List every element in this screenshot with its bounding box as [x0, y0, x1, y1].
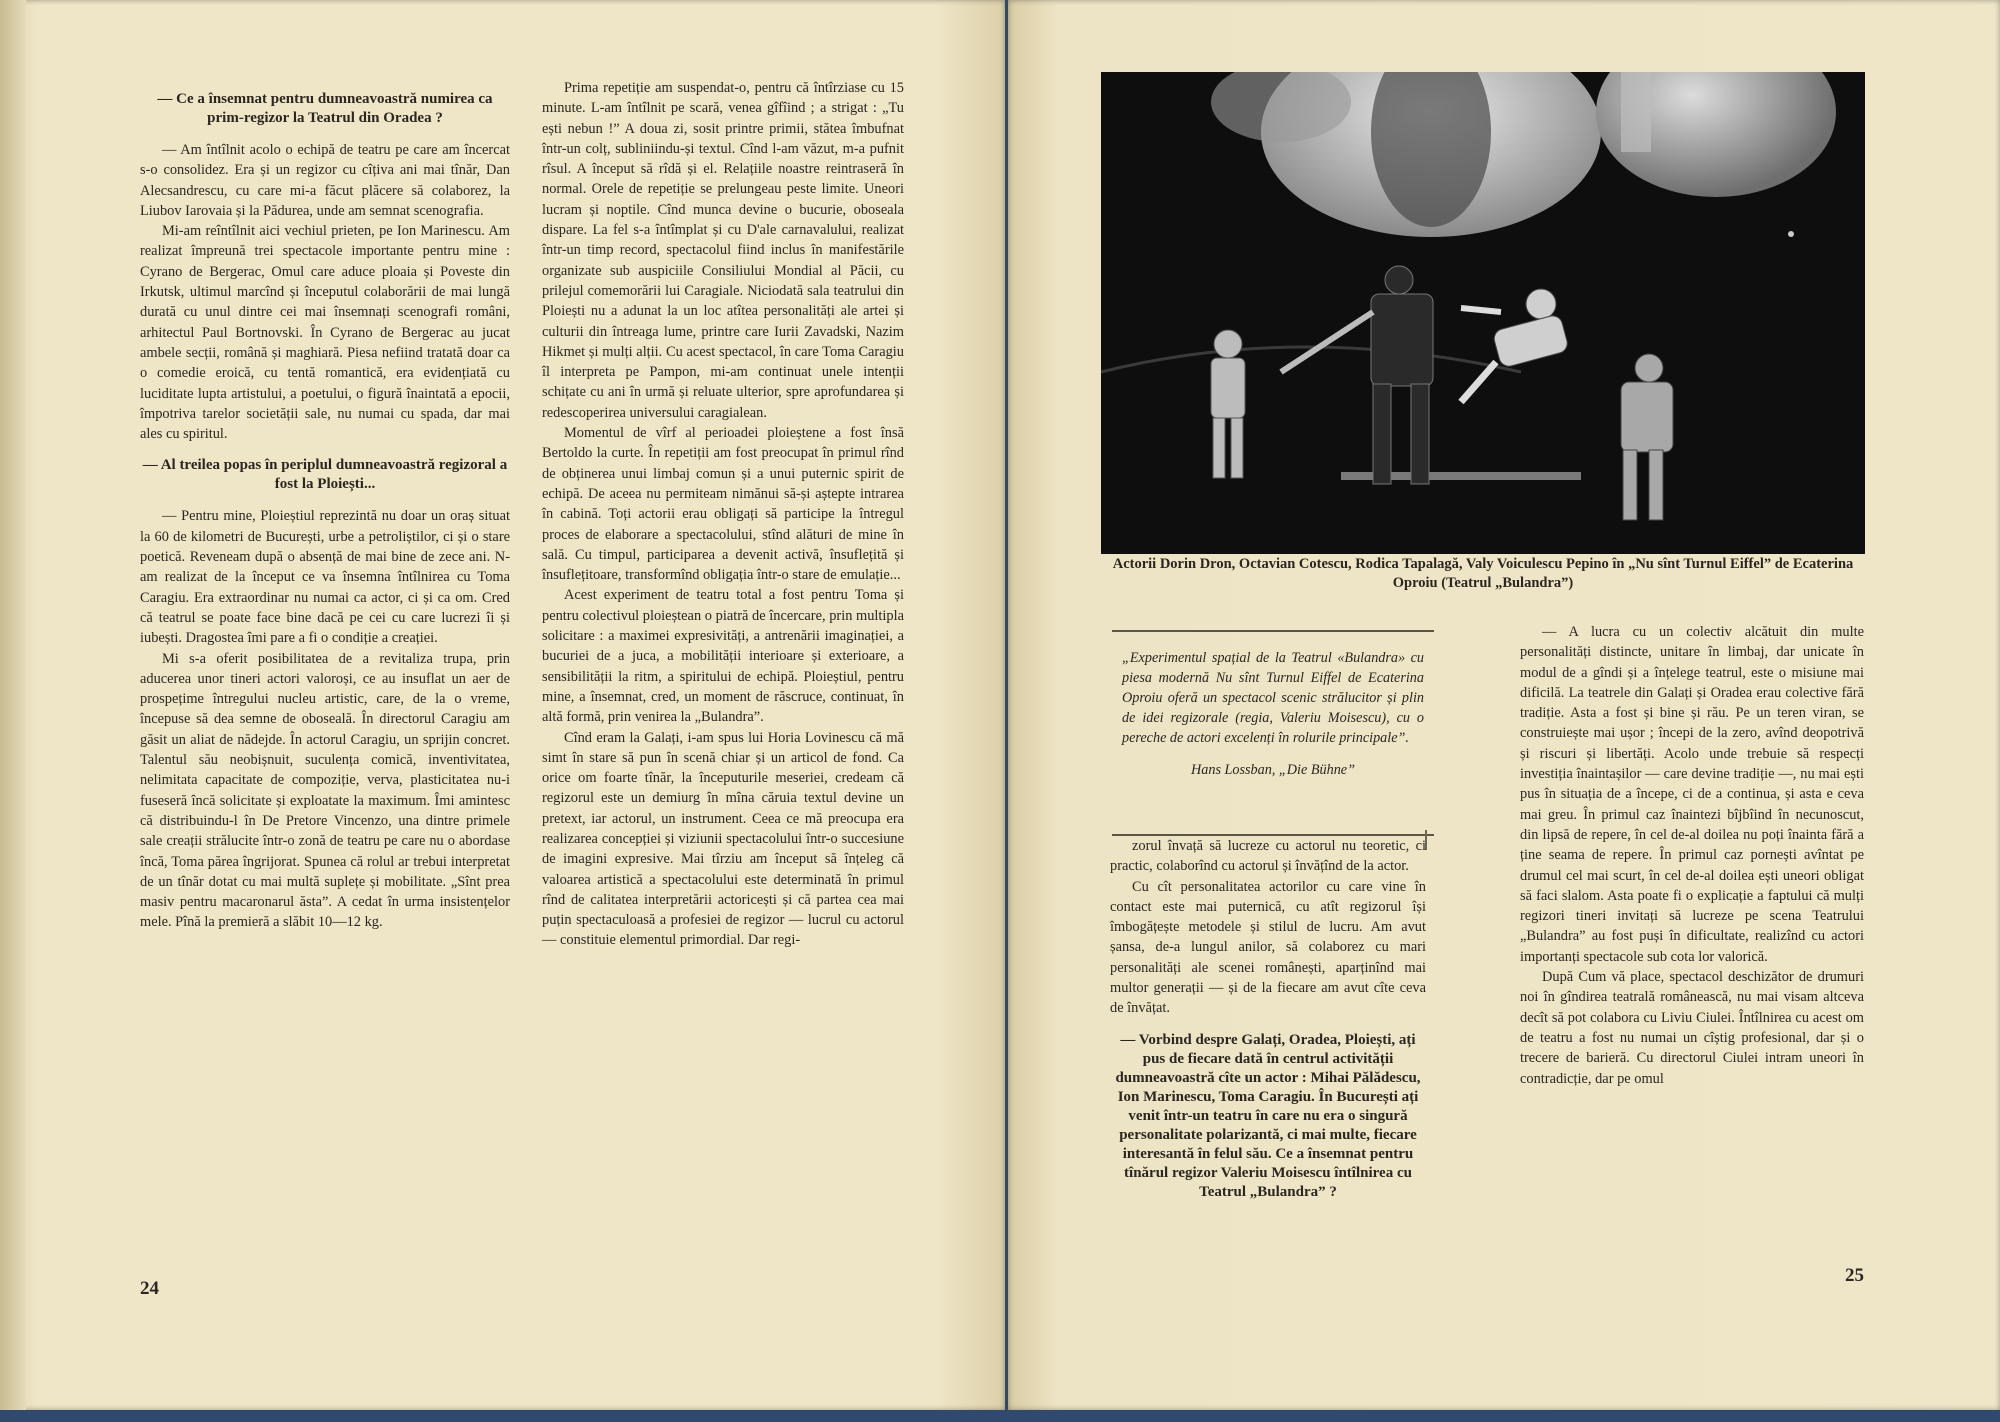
- paragraph: Mi-am reîntîlnit aici vechiul prieten, pe Ion Marinescu. Am realizat împreună trei spectacole importante pentru mine : Cyrano de Bergerac, Omul care aduce ploaia și Poveste din Irkutsk, ultimul marcînd și începutul colaborării de mai lungă durată cu unul dintre cei mai însemnați scenografi români, arhitectul Paul Bortnovski. În Cyrano de Bergerac au jucat ambele secții, română și maghiară. Piesa nefiind tratată doar ca o comedie eroică, cu tentă romantică, era evidențiată cu luciditate lupta artistului, a poetului, o figură înaintată a epocii, împotriva tarelor societății sale, nu numai cu spada, dar mai ales cu spiritul.: [140, 223, 510, 443]
- left-column-1: [140, 78, 510, 933]
- paragraph: După Cum vă place, spectacol deschizător de drumuri noi în gîndirea teatrală românească, nu mai visam altceva decît să pot colabora cu Liviu Ciulei. Întîlnirea cu acest om de teatru a fost nu numai un cîștig profesional, dar și o trecere de barieră. Cu directorul Ciulei intram uneori în contradicție, dar pe omul: [1520, 969, 1864, 1087]
- page-number-right: 25: [1845, 1265, 1864, 1286]
- paragraph: Cu cît personalitatea actorilor cu care vine în contact este mai puternică, cu atît regizorul își îmbogățește metodele și stilul de lucru. Am avut șansa, de-a lungul anilor, să colaborez cu mari personalități ale scenei românești, aparținînd mai multor generații — și de la fiecare am avut cîte ceva de învățat.: [1110, 878, 1426, 1017]
- right-column-1: [1110, 836, 1426, 1214]
- interview-question: — Al treilea popas în periplul dumneavoastră regizoral a fost la Ploiești...: [142, 457, 508, 493]
- review-quote: [1112, 630, 1434, 836]
- paragraph: — Pentru mine, Ploieștiul reprezintă nu doar un oraș situat la 60 de kilometri de București, urbe a petroliștilor, ci și o stare poetică. Reveneam după o absență de mai bine de zece ani. N-am realizat de la început ce va însemna întîlnirea cu Toma Caragiu. Era extraordinar nu numai ca actor, ci și ca om. Cred că teatrul se poate face bine dacă pe cei cu care lucrezi îi și iubești. Dragostea îmi pare a fi o condiție a creației.: [140, 508, 510, 647]
- paragraph: — Am întîlnit acolo o echipă de teatru pe care am încercat s-o consolidez. Era și un regizor cu cîțiva ani mai tînăr, Dan Alecsandrescu, cu care mi-a făcut plăcere să colaborez, la Liubov Iarovaia și la Pădurea, unde am semnat scenografia.: [140, 142, 510, 219]
- review-quote-source: Hans Lossban, „Die Bühne”: [1191, 762, 1355, 778]
- page-number-left: 24: [140, 1278, 159, 1299]
- paragraph: zorul învață să lucreze cu actorul nu teoretic, ci practic, colaborînd cu actorul și învățînd de la actor.: [1110, 838, 1426, 875]
- stage-photo-image: [1101, 72, 1865, 554]
- review-quote-text: „Experimentul spațial de la Teatrul «Bulandra» cu piesa modernă Nu sînt Turnul Eiffel de Ecaterina Oproiu oferă un spectacol scenic strălucitor și plin de idei regizorale (regia, Valeriu Moisescu), cu o pereche de actori excelenți în rolurile principale”.: [1122, 650, 1424, 746]
- paragraph: Prima repetiție am suspendat-o, pentru că întîrziase cu 15 minute. L-am întîlnit pe scară, venea gîfîind ; a strigat : „Tu ești nebun !” A doua zi, sosit printre primii, stătea îmbufnat într-un colț, subliniindu-și textul. Cînd l-am văzut, m-a pufnit rîsul. A început să rîdă și el. Relațiile noastre reintraseră în normal. Orele de repetiție se prelungeau peste limite. Uneori lucram și noptile. Cînd munca devine o bucurie, oboseala dispare. La fel s-a întîmplat și cu D'ale carnavalului, realizat într-un timp record, spectacolul fiind inclus în manifestările organizate sub auspiciile Consiliului Mondial al Păcii, cu prilejul comemorării lui Caragiale. Niciodată sala teatrului din Ploiești nu a adunat la un loc atîtea personalități ale artei și culturii din întreaga lume, printre care Iurii Zavadski, Nazim Hikmet și mulți alții. Cu acest spectacol, în care Toma Caragiu îl interpreta pe Pampon, mi-am continuat unele intenții schițate cu ani în urmă și reluate ulterior, spre aprofundarea și redescoperirea universului caragialean.: [542, 80, 904, 421]
- paragraph: Acest experiment de teatru total a fost pentru Toma și pentru colectivul ploieștean o piatră de încercare, prin multipla solicitare : a maximei expresivități, a antrenării imaginației, a bucuriei de a juca, a mobilității interioare și exterioare, a sensibilității la ritm, a spiritului de echipă. Ploieștiul, pentru mine, a însemnat, cred, un moment de răscruce, continuat, în altă formă, prin venirea la „Bulandra”.: [542, 587, 904, 726]
- photo-caption: Actorii Dorin Dron, Octavian Cotescu, Rodica Tapalagă, Valy Voiculescu Pepino în „Nu sînt Turnul Eiffel” de Ecaterina Oproiu (Teatrul „Bulandra”): [1112, 556, 1854, 591]
- paragraph: — A lucra cu un colectiv alcătuit din multe personalități distincte, unitare în limbaj, dar unicate în modul de a gîndi și a înțelege teatrul, este o misiune mai dificilă. La teatrele din Galați și Oradea erau colective fără tradiție. Asta a fost și bine și rău. Pe un teren viran, se construiește mai ușor ; începi de la zero, avînd deopotrivă și riscuri și libertăți. Acolo unde trebuie să respecți investiția înaintașilor — care devine tradiție —, nu mai ești pus în situația de a începe, ci de a continua, și asta e ceva mai greu. În primul caz înaintezi bîjbîind în necunoscut, din lipsă de repere, în cel de-al doilea nu poți înainta fără a ține seama de repere. În primul caz pornești avîntat pe drumul cel mai scurt, în cel de-al doilea ești uneori obligat să faci slalom. Asta poate fi o explicație a faptului că mulți regizori tineri invitați să lucreze pe scena Teatrului „Bulandra” au fost puși în dificultate, realizînd cu actori importanți spectacole sub cota lor valorică.: [1520, 624, 1864, 965]
- interview-question: — Ce a însemnat pentru dumneavoastră numirea ca prim-regizor la Teatrul din Oradea ?: [157, 91, 493, 126]
- left-column-2: [542, 78, 904, 951]
- paragraph: Momentul de vîrf al perioadei ploieștene a fost însă Bertoldo la curte. În repetiții am fost preocupat în primul rînd de obținerea unui limbaj comun și a unui puternic spirit de echipă. De aceea nu permiteam nimănui să-și aștepte intrarea în cabină. Toți actorii erau obligați să participe la întregul proces de elaborare a spectacolului, stînd alături de mine în sală. Cu timpul, participarea a devenit activă, însuflețită și însuflețitoare, transformînd obligația într-o stare de emulație...: [542, 425, 904, 584]
- paragraph: Mi s-a oferit posibilitatea de a revitaliza trupa, prin aducerea unor tineri actori valoroși, ce au insuflat un aer de prospețime întregului nucleu artistic, care, de la o vreme, începuse să dea semne de oboseală. În directorul Caragiu am găsit un aliat de nădejde. În actorul Caragiu, un sprijin concret. Talentul său neobișnuit, suculența comică, inventivitatea, nelimitata capacitate de compoziție, verva, plasticitatea nu-i fuseseră încă solicitate și exploatate la maximum. Îmi amintesc că distribuindu-l în De Pretore Vincenzo, una dintre primele sale creații strălucite într-o zonă de teatru pe care nu o abordase încă, Toma părea îngrijorat. Spunea că rolul ar trebui interpretat de un tînăr dotat cu mai multă suplețe și mobilitate. „Sînt prea masiv pentru macaronarul ăsta”. A cedat în urma insistențelor mele. Pînă la premieră a slăbit 10—12 kg.: [140, 650, 510, 931]
- interview-question: — Vorbind despre Galați, Oradea, Ploiești, ați pus de fiecare dată în centrul activității dumneavoastră cîte un actor : Mihai Pălădescu, Ion Marinescu, Toma Caragiu. În București ați venit într-un teatru în care nu era o singură personalitate polarizantă, ci mai multe, fiecare interesantă în felul său. Ce a însemnat pentru tînărul regizor Valeriu Moisescu întîlnirea cu Teatrul „Bulandra” ?: [1115, 1031, 1421, 1200]
- stage-photo: [1101, 72, 1865, 554]
- paragraph: Cînd eram la Galați, i-am spus lui Horia Lovinescu că mă simt în stare să pun în scenă chiar și un articol de fond. Ca orice om foarte tînăr, la începuturile meseriei, credeam că regizorul este un demiurg în mîna căruia textul devine un pretext, iar actorul, un instrument. Ceea ce mă preocupa era realizarea concepției și viziunii spectacolului într-o succesiune de imagini expresive. Mai tîrziu am început să înțeleg că valoarea artistică a spectacolului este determinată în primul rînd de calitatea interpretării actoricești și că partea cea mai puțin spectaculoasă a profesiei de regizor — lucrul cu actorul — constituie elementul primordial. Dar regi-: [542, 729, 904, 949]
- book-edge: [0, 0, 26, 1410]
- right-column-2: [1520, 622, 1864, 1089]
